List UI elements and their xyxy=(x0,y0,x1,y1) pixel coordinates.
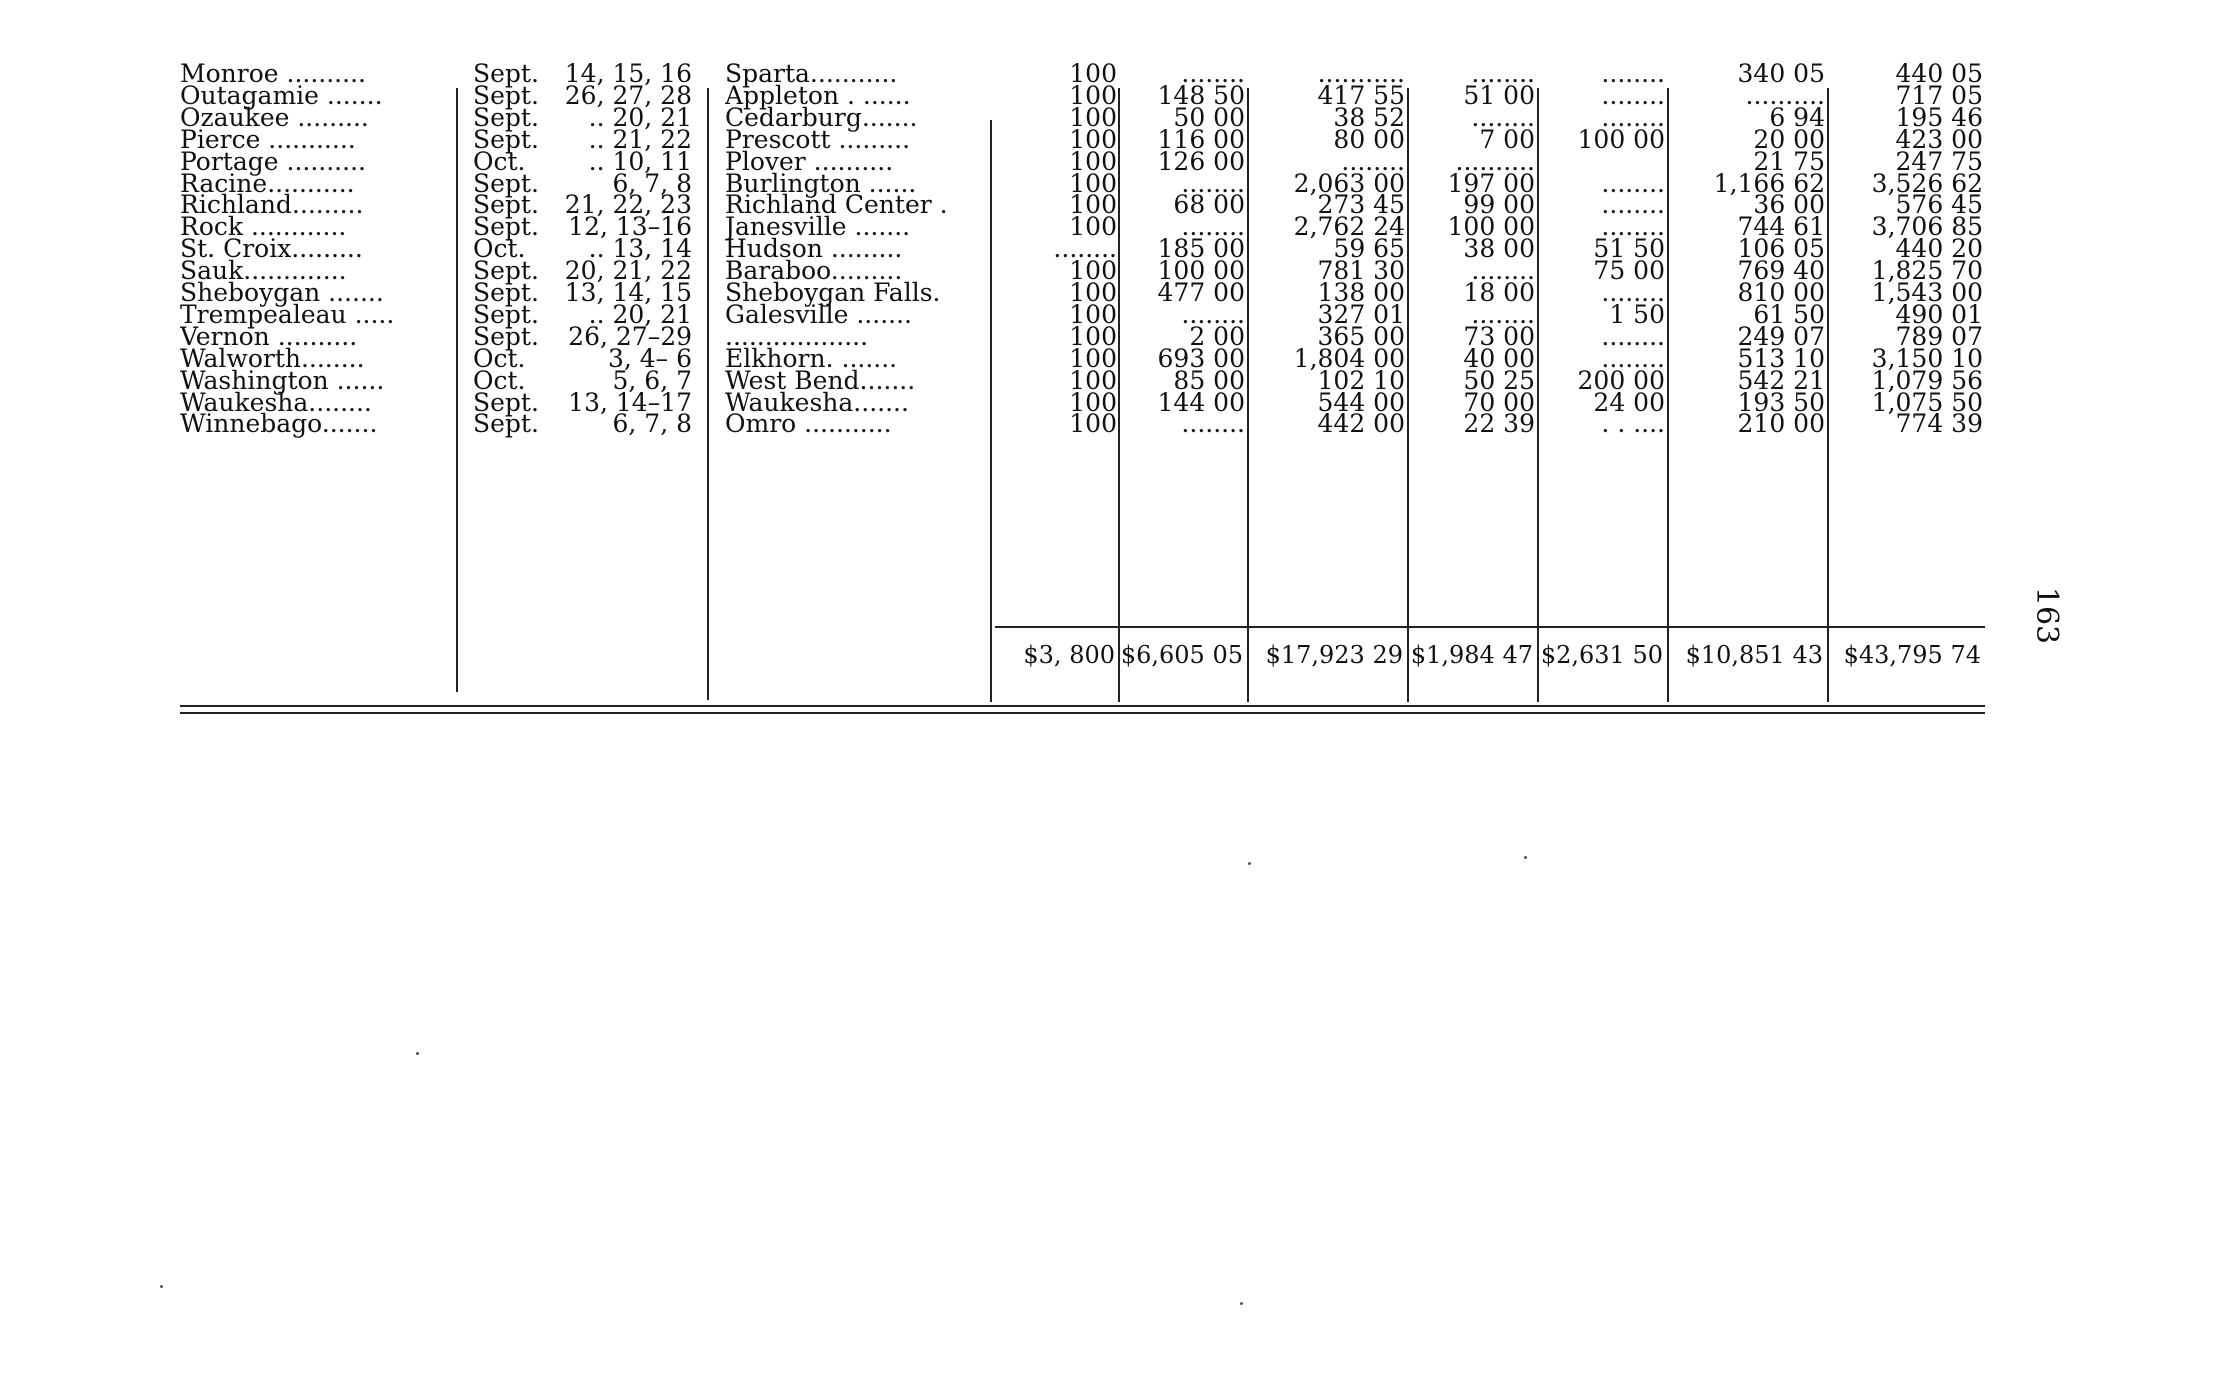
cell-days: 6, 7, 8 xyxy=(612,168,692,198)
scan-speck xyxy=(1240,1302,1243,1305)
cell-county: St. Croix......... xyxy=(180,234,363,264)
cell-c7: 440 20 xyxy=(1895,234,1983,264)
cell-place: .................. xyxy=(725,321,869,351)
cell-place: Omro ........... xyxy=(725,409,892,439)
cell-county: Pierce ........... xyxy=(180,124,356,154)
cell-month: Sept. xyxy=(473,168,539,198)
cell-c7: 774 39 xyxy=(1895,409,1983,439)
cell-c7: 195 46 xyxy=(1895,102,1983,132)
cell-month: Sept. xyxy=(473,102,539,132)
cell-c6: 20 00 xyxy=(1753,124,1825,154)
cell-c1: 100 xyxy=(1069,212,1117,242)
cell-c3: 102 10 xyxy=(1317,365,1405,395)
cell-c4: 100 00 xyxy=(1447,212,1535,242)
cell-c1: 100 xyxy=(1069,124,1117,154)
cell-c5: 75 00 xyxy=(1593,256,1665,286)
cell-c3: 80 00 xyxy=(1333,124,1405,154)
cell-c1: 100 xyxy=(1069,278,1117,307)
cell-c3: 2,063 00 xyxy=(1293,168,1405,198)
cell-days: 3, 4– 6 xyxy=(607,343,692,373)
cell-c6: 210 00 xyxy=(1737,409,1825,439)
total-c1: $3, 800 xyxy=(1023,641,1115,669)
cell-days: .. 13, 14 xyxy=(588,234,692,264)
cell-month: Sept. xyxy=(473,321,539,351)
cell-c7: 3,150 10 xyxy=(1871,343,1983,373)
cell-c2: 85 00 xyxy=(1173,365,1245,395)
scan-speck xyxy=(160,1285,163,1288)
cell-c5: ........ xyxy=(1601,102,1665,132)
cell-county: Rock ............ xyxy=(180,212,347,242)
cell-c3: 544 00 xyxy=(1317,387,1405,417)
cell-c7: 490 01 xyxy=(1895,299,1983,329)
cell-c5: ........ xyxy=(1601,168,1665,198)
cell-c7: 3,526 62 xyxy=(1871,168,1983,198)
cell-c1: 100 xyxy=(1069,343,1117,373)
cell-place: Hudson ......... xyxy=(725,234,903,264)
cell-c3: 38 52 xyxy=(1333,102,1405,132)
total-c4: $1,984 47 xyxy=(1410,641,1533,669)
cell-c5: ........ xyxy=(1601,321,1665,351)
cell-place: Galesville ....... xyxy=(725,299,912,329)
cell-place: Plover .......... xyxy=(725,146,894,176)
cell-c6: 769 40 xyxy=(1737,256,1825,286)
cell-c4: 70 00 xyxy=(1463,387,1535,417)
cell-c7: 440 05 xyxy=(1895,59,1983,88)
cell-county: Monroe .......... xyxy=(180,59,366,88)
cell-c1: 100 xyxy=(1069,168,1117,198)
cell-place: Sparta........... xyxy=(725,59,898,88)
cell-c7: 789 07 xyxy=(1895,321,1983,351)
horizontal-rule xyxy=(180,712,1985,714)
cell-county: Sauk............. xyxy=(180,256,347,286)
cell-c1: 100 xyxy=(1069,365,1117,395)
cell-c1: 100 xyxy=(1069,80,1117,110)
cell-c4: 7 00 xyxy=(1479,124,1535,154)
cell-c2: 116 00 xyxy=(1157,124,1245,154)
cell-c2: 100 00 xyxy=(1157,256,1245,286)
cell-county: Trempealeau ..... xyxy=(180,299,395,329)
cell-c7: 3,706 85 xyxy=(1871,212,1983,242)
cell-c6: 542 21 xyxy=(1737,365,1825,395)
cell-county: Washington ...... xyxy=(180,365,385,395)
cell-place: Cedarburg....... xyxy=(725,102,918,132)
cell-c3: 273 45 xyxy=(1317,190,1405,220)
cell-month: Sept. xyxy=(473,59,539,88)
cell-month: Sept. xyxy=(473,212,539,242)
page-number: 163 xyxy=(2029,586,2065,645)
cell-c3: 417 55 xyxy=(1317,80,1405,110)
cell-c1: ........ xyxy=(1053,234,1117,264)
cell-c3: 365 00 xyxy=(1317,321,1405,351)
cell-days: .. 20, 21 xyxy=(588,102,692,132)
cell-c5: 200 00 xyxy=(1577,365,1665,395)
cell-month: Sept. xyxy=(473,190,539,220)
cell-c7: 1,825 70 xyxy=(1871,256,1983,286)
cell-month: Sept. xyxy=(473,409,539,439)
cell-c4: ........ xyxy=(1471,59,1535,88)
cell-place: Janesville ....... xyxy=(725,212,911,242)
cell-c3: 138 00 xyxy=(1317,278,1405,307)
cell-c2: 2 00 xyxy=(1189,321,1245,351)
cell-c6: 106 05 xyxy=(1737,234,1825,264)
cell-c6: 61 50 xyxy=(1753,299,1825,329)
cell-c1: 100 xyxy=(1069,59,1117,88)
cell-c2: ........ xyxy=(1181,212,1245,242)
cell-c4: .......... xyxy=(1455,146,1535,176)
cell-c5: ........ xyxy=(1601,59,1665,88)
cell-month: Sept. xyxy=(473,124,539,154)
cell-month: Oct. xyxy=(473,365,526,395)
cell-county: Walworth........ xyxy=(180,343,365,373)
cell-month: Sept. xyxy=(473,80,539,110)
horizontal-rule xyxy=(995,626,1985,628)
total-c6: $10,851 43 xyxy=(1685,641,1823,669)
cell-c6: 744 61 xyxy=(1737,212,1825,242)
cell-county: Richland......... xyxy=(180,190,364,220)
cell-c1: 100 xyxy=(1069,190,1117,220)
cell-c1: 100 xyxy=(1069,321,1117,351)
cell-c5: 51 50 xyxy=(1593,234,1665,264)
cell-c1: 100 xyxy=(1069,409,1117,439)
cell-c3: 327 01 xyxy=(1317,299,1405,329)
cell-days: .. 20, 21 xyxy=(588,299,692,329)
cell-c7: 717 05 xyxy=(1895,80,1983,110)
cell-c5: ........ xyxy=(1601,278,1665,307)
cell-c5: . . .... xyxy=(1601,409,1665,439)
cell-c4: 197 00 xyxy=(1447,168,1535,198)
cell-place: Waukesha....... xyxy=(725,387,909,417)
cell-month: Oct. xyxy=(473,146,526,176)
total-c3: $17,923 29 xyxy=(1265,641,1403,669)
cell-c1: 100 xyxy=(1069,256,1117,286)
cell-place: Appleton . ...... xyxy=(725,80,911,110)
scan-speck xyxy=(1248,862,1251,865)
cell-county: Winnebago....... xyxy=(180,409,378,439)
cell-c3: 2,762 24 xyxy=(1293,212,1405,242)
cell-c7: 247 75 xyxy=(1895,146,1983,176)
horizontal-rule xyxy=(180,705,1985,707)
cell-c5: 100 00 xyxy=(1577,124,1665,154)
cell-c4: 22 39 xyxy=(1463,409,1535,439)
cell-month: Oct. xyxy=(473,234,526,264)
cell-c6: 249 07 xyxy=(1737,321,1825,351)
cell-c5: ........ xyxy=(1601,343,1665,373)
cell-days: 6, 7, 8 xyxy=(612,409,692,439)
cell-c7: 1,079 56 xyxy=(1871,365,1983,395)
cell-c7: 423 00 xyxy=(1895,124,1983,154)
cell-c6: .......... xyxy=(1745,80,1825,110)
cell-c4: 73 00 xyxy=(1463,321,1535,351)
scan-speck xyxy=(416,1052,419,1055)
total-c7: $43,795 74 xyxy=(1843,641,1981,669)
cell-c5: 24 00 xyxy=(1593,387,1665,417)
cell-c2: ........ xyxy=(1181,168,1245,198)
cell-place: Richland Center . xyxy=(725,190,948,220)
total-c5: $2,631 50 xyxy=(1540,641,1663,669)
column-rule xyxy=(1667,88,1669,702)
cell-c6: 810 00 xyxy=(1737,278,1825,307)
cell-c1: 100 xyxy=(1069,299,1117,329)
cell-c4: ........ xyxy=(1471,256,1535,286)
cell-c4: 99 00 xyxy=(1463,190,1535,220)
total-c2: $6,605 05 xyxy=(1120,641,1243,669)
cell-place: Prescott ......... xyxy=(725,124,911,154)
cell-days: 20, 21, 22 xyxy=(564,256,692,286)
cell-county: Racine........... xyxy=(180,168,355,198)
cell-c6: 6 94 xyxy=(1769,102,1825,132)
column-rule xyxy=(707,88,709,700)
cell-days: 26, 27–29 xyxy=(568,321,692,351)
column-rule xyxy=(1407,88,1409,702)
cell-c1: 100 xyxy=(1069,146,1117,176)
cell-c1: 100 xyxy=(1069,387,1117,417)
column-rule xyxy=(1827,88,1829,702)
cell-c2: 144 00 xyxy=(1157,387,1245,417)
column-rule xyxy=(1247,88,1249,702)
cell-c4: 40 00 xyxy=(1463,343,1535,373)
cell-county: Outagamie ....... xyxy=(180,80,383,110)
cell-c4: ........ xyxy=(1471,102,1535,132)
cell-days: 12, 13–16 xyxy=(568,212,692,242)
cell-c3: 59 65 xyxy=(1333,234,1405,264)
cell-county: Vernon .......... xyxy=(180,321,358,351)
cell-c2: 148 50 xyxy=(1157,80,1245,110)
cell-c4: 38 00 xyxy=(1463,234,1535,264)
cell-c6: 36 00 xyxy=(1753,190,1825,220)
cell-c5: 1 50 xyxy=(1609,299,1665,329)
cell-days: 26, 27, 28 xyxy=(564,80,692,110)
cell-c2: 126 00 xyxy=(1157,146,1245,176)
cell-c2: ........ xyxy=(1181,299,1245,329)
cell-c6: 1,166 62 xyxy=(1713,168,1825,198)
column-rule xyxy=(1537,88,1539,702)
cell-place: Sheboygan Falls. xyxy=(725,278,941,307)
cell-c2: 693 00 xyxy=(1157,343,1245,373)
cell-c5: ........ xyxy=(1601,212,1665,242)
cell-days: 13, 14–17 xyxy=(568,387,692,417)
cell-days: .. 10, 11 xyxy=(588,146,692,176)
cell-days: .. 21, 22 xyxy=(588,124,692,154)
cell-c2: 185 00 xyxy=(1157,234,1245,264)
cell-c1: 100 xyxy=(1069,102,1117,132)
cell-county: Portage .......... xyxy=(180,146,366,176)
cell-c3: 442 00 xyxy=(1317,409,1405,439)
cell-c5: ........ xyxy=(1601,80,1665,110)
cell-c6: 340 05 xyxy=(1737,59,1825,88)
cell-c3: ........ xyxy=(1341,146,1405,176)
cell-c6: 193 50 xyxy=(1737,387,1825,417)
cell-c2: 50 00 xyxy=(1173,102,1245,132)
cell-month: Sept. xyxy=(473,278,539,307)
cell-c3: 1,804 00 xyxy=(1293,343,1405,373)
cell-days: 14, 15, 16 xyxy=(564,59,692,88)
cell-month: Sept. xyxy=(473,256,539,286)
scan-speck xyxy=(1524,856,1527,859)
column-rule xyxy=(990,120,992,702)
cell-month: Sept. xyxy=(473,387,539,417)
cell-month: Sept. xyxy=(473,299,539,329)
cell-c4: 50 25 xyxy=(1463,365,1535,395)
cell-county: Sheboygan ....... xyxy=(180,278,384,307)
cell-c2: ........ xyxy=(1181,59,1245,88)
cell-place: Baraboo......... xyxy=(725,256,903,286)
cell-c4: 51 00 xyxy=(1463,80,1535,110)
cell-c7: 576 45 xyxy=(1895,190,1983,220)
cell-month: Oct. xyxy=(473,343,526,373)
cell-place: Burlington ...... xyxy=(725,168,917,198)
cell-c2: 477 00 xyxy=(1157,278,1245,307)
cell-c6: 513 10 xyxy=(1737,343,1825,373)
cell-days: 5, 6, 7 xyxy=(612,365,692,395)
cell-county: Waukesha........ xyxy=(180,387,372,417)
cell-c4: 18 00 xyxy=(1463,278,1535,307)
cell-days: 21, 22, 23 xyxy=(564,190,692,220)
column-rule xyxy=(456,88,458,692)
cell-c7: 1,075 50 xyxy=(1871,387,1983,417)
cell-c2: 68 00 xyxy=(1173,190,1245,220)
cell-c3: ........... xyxy=(1317,59,1405,88)
cell-days: 13, 14, 15 xyxy=(564,278,692,307)
cell-c3: 781 30 xyxy=(1317,256,1405,286)
cell-place: West Bend....... xyxy=(725,365,916,395)
cell-place: Elkhorn. ....... xyxy=(725,343,898,373)
cell-c7: 1,543 00 xyxy=(1871,278,1983,307)
cell-county: Ozaukee ......... xyxy=(180,102,369,132)
cell-c4: ........ xyxy=(1471,299,1535,329)
cell-c2: ........ xyxy=(1181,409,1245,439)
cell-c5: ........ xyxy=(1601,190,1665,220)
cell-c6: 21 75 xyxy=(1753,146,1825,176)
